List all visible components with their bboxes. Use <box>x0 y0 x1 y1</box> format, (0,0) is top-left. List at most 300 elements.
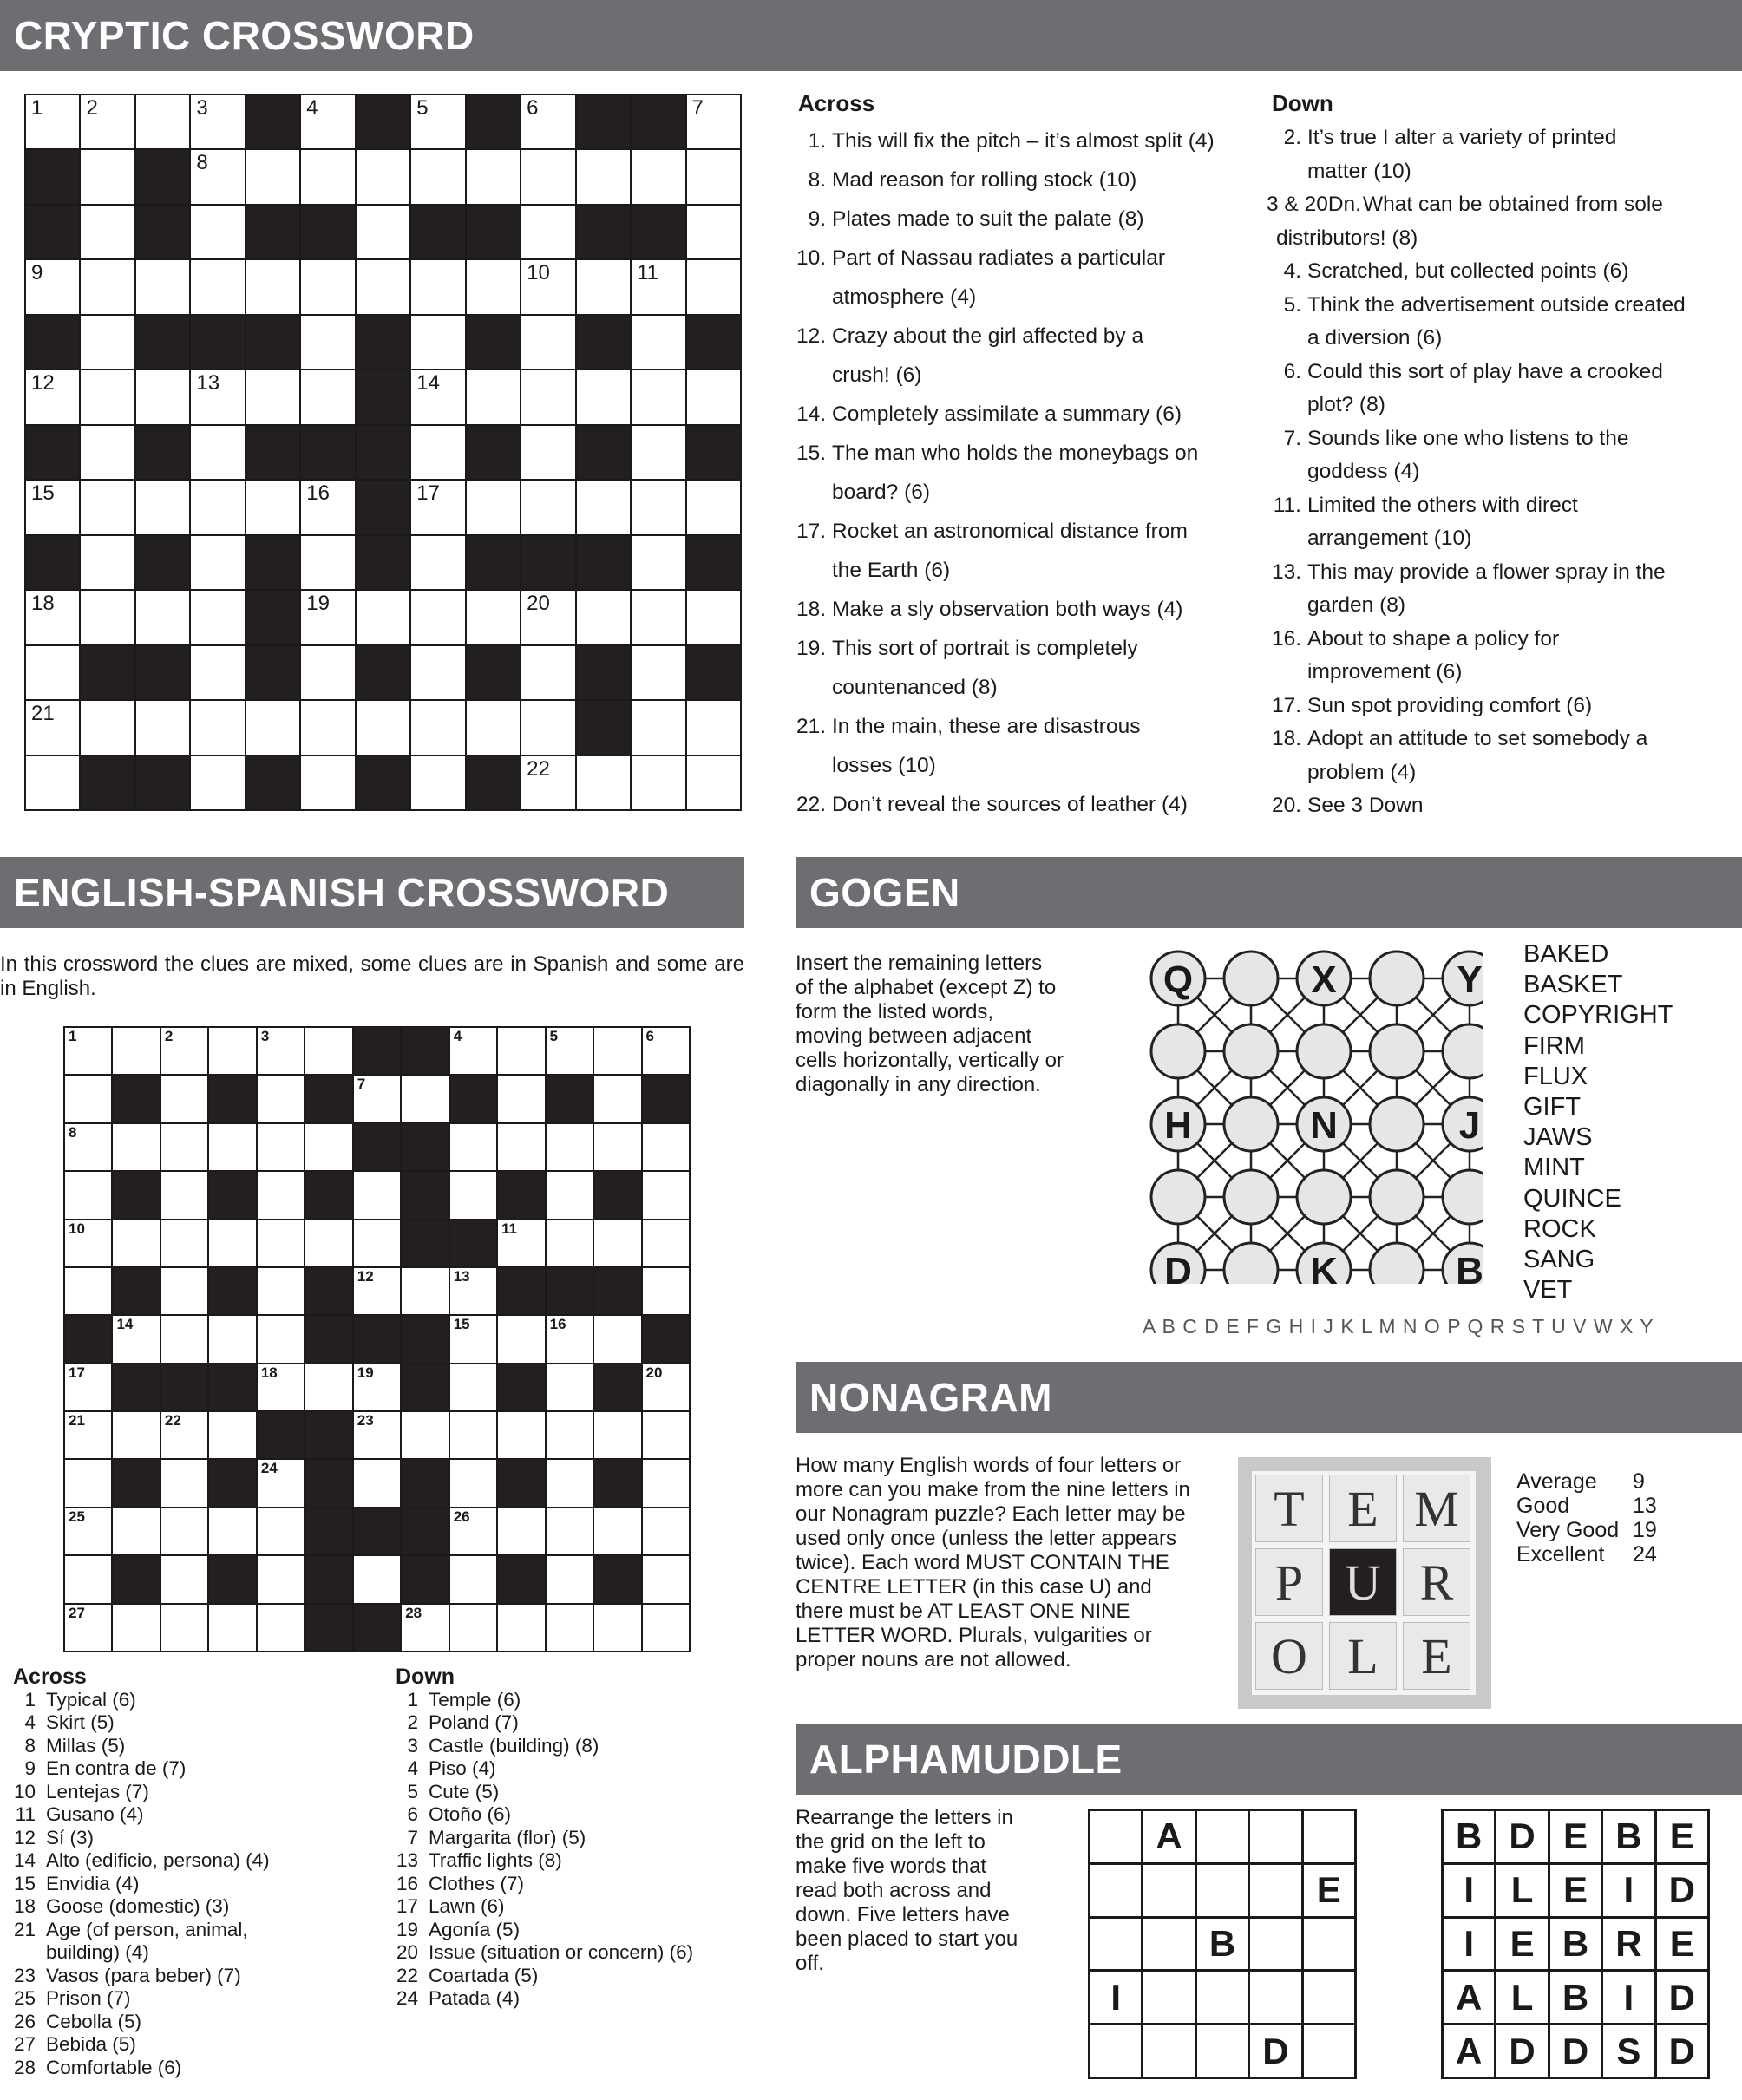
crossword-cell[interactable] <box>258 1076 304 1122</box>
crossword-cell[interactable] <box>209 1028 255 1074</box>
crossword-cell[interactable] <box>136 591 189 644</box>
crossword-cell[interactable] <box>81 591 134 644</box>
crossword-cell[interactable] <box>450 1556 496 1602</box>
crossword-cell[interactable] <box>26 370 79 423</box>
crossword-cell[interactable] <box>191 95 244 148</box>
crossword-cell[interactable] <box>632 316 684 369</box>
crossword-cell[interactable] <box>191 206 244 258</box>
crossword-cell[interactable] <box>81 370 134 423</box>
crossword-cell[interactable] <box>354 1412 400 1458</box>
crossword-cell[interactable] <box>687 701 740 754</box>
crossword-cell[interactable] <box>161 1124 207 1170</box>
crossword-cell[interactable] <box>301 536 354 589</box>
gogen-cell[interactable] <box>1370 1243 1424 1284</box>
crossword-cell[interactable] <box>498 1076 544 1122</box>
crossword-cell[interactable] <box>301 316 354 369</box>
crossword-cell[interactable] <box>191 701 244 754</box>
crossword-cell[interactable] <box>577 260 630 313</box>
crossword-cell[interactable] <box>547 1412 593 1458</box>
crossword-cell[interactable] <box>450 1316 496 1362</box>
crossword-cell[interactable] <box>65 1556 111 1602</box>
crossword-cell[interactable] <box>632 370 684 423</box>
crossword-cell[interactable] <box>65 1220 111 1266</box>
crossword-cell[interactable] <box>191 536 244 589</box>
clue-number: 8 <box>196 151 208 175</box>
crossword-cell[interactable] <box>687 756 740 809</box>
crossword-cell[interactable] <box>547 1316 593 1362</box>
alphamuddle-cell[interactable]: A <box>1143 1811 1194 1862</box>
gogen-cell[interactable] <box>1370 1170 1424 1224</box>
crossword-cell[interactable] <box>594 1076 640 1122</box>
crossword-cell[interactable] <box>498 1412 544 1458</box>
gogen-alphabet: A B C D E F G H I J K L M N O P Q R S T U V W X Y <box>1143 1315 1654 1338</box>
alphamuddle-cell[interactable] <box>1304 1919 1354 1970</box>
crossword-cell[interactable] <box>632 481 684 533</box>
crossword-cell[interactable] <box>161 1460 207 1506</box>
crossword-cell[interactable] <box>521 426 574 479</box>
crossword-cell[interactable] <box>467 701 520 754</box>
clue-item <box>13 1757 377 1781</box>
crossword-cell[interactable] <box>354 1556 400 1602</box>
crossword-cell[interactable] <box>301 481 354 533</box>
crossword-cell[interactable] <box>136 95 189 148</box>
crossword-cell[interactable] <box>357 701 409 754</box>
crossword-cell[interactable] <box>81 316 134 369</box>
crossword-cell[interactable] <box>65 1268 111 1314</box>
crossword-cell[interactable] <box>258 1364 304 1410</box>
crossword-cell[interactable] <box>113 1605 159 1651</box>
crossword-cell[interactable] <box>521 95 574 148</box>
crossword-cell[interactable] <box>687 260 740 313</box>
crossword-cell[interactable] <box>594 1220 640 1266</box>
crossword-cell[interactable] <box>411 316 464 369</box>
crossword-cell[interactable] <box>209 1316 255 1362</box>
crossword-cell[interactable] <box>354 1076 400 1122</box>
crossword-cell[interactable] <box>161 1605 207 1651</box>
crossword-cell[interactable] <box>136 370 189 423</box>
crossword-cell[interactable] <box>161 1412 207 1458</box>
crossword-cell[interactable] <box>687 591 740 644</box>
crossword-cell[interactable] <box>26 95 79 148</box>
crossword-cell[interactable] <box>547 1460 593 1506</box>
crossword-cell[interactable] <box>521 206 574 258</box>
gogen-cell[interactable] <box>1224 1170 1278 1224</box>
crossword-cell[interactable] <box>402 1268 448 1314</box>
crossword-cell[interactable] <box>411 701 464 754</box>
crossword-cell[interactable] <box>258 1460 304 1506</box>
crossword-cell[interactable] <box>687 206 740 258</box>
crossword-cell[interactable] <box>643 1172 689 1218</box>
crossword-cell[interactable] <box>65 1028 111 1074</box>
crossword-cell[interactable] <box>577 370 630 423</box>
crossword-cell[interactable] <box>258 1220 304 1266</box>
clue-number: 12 <box>13 1826 36 1848</box>
crossword-cell[interactable] <box>411 426 464 479</box>
crossword-cell[interactable] <box>357 206 409 258</box>
crossword-cell[interactable] <box>450 1124 496 1170</box>
score-label: Excellent <box>1516 1542 1605 1567</box>
crossword-cell[interactable] <box>411 95 464 148</box>
alphamuddle-cell[interactable] <box>1143 1919 1194 1970</box>
crossword-cell[interactable] <box>136 701 189 754</box>
crossword-cell[interactable] <box>450 1364 496 1410</box>
crossword-cell[interactable] <box>258 1316 304 1362</box>
crossword-cell[interactable] <box>209 1508 255 1554</box>
crossword-cell[interactable] <box>65 1124 111 1170</box>
crossword-cell[interactable] <box>301 646 354 699</box>
crossword-cell[interactable] <box>191 370 244 423</box>
crossword-cell[interactable] <box>301 756 354 809</box>
clue-text <box>46 1987 131 2011</box>
gogen-cell[interactable] <box>1443 1170 1483 1224</box>
alphamuddle-cell[interactable] <box>1090 1811 1141 1862</box>
crossword-cell[interactable] <box>191 426 244 479</box>
gogen-cell[interactable] <box>1443 1024 1483 1078</box>
crossword-cell[interactable] <box>65 1460 111 1506</box>
clue-item <box>791 434 1242 512</box>
crossword-cell[interactable] <box>498 1124 544 1170</box>
gogen-cell[interactable] <box>1297 1024 1351 1078</box>
black-square <box>354 1316 400 1362</box>
alphamuddle-cell[interactable]: D <box>1250 2025 1300 2077</box>
crossword-cell[interactable] <box>521 370 574 423</box>
crossword-cell[interactable] <box>161 1556 207 1602</box>
crossword-cell[interactable] <box>594 1316 640 1362</box>
alphamuddle-cell[interactable] <box>1197 1865 1248 1916</box>
crossword-cell[interactable] <box>632 150 684 203</box>
crossword-cell[interactable] <box>191 481 244 533</box>
gogen-cell[interactable] <box>1370 1024 1424 1078</box>
crossword-cell[interactable] <box>450 1412 496 1458</box>
crossword-cell[interactable] <box>357 150 409 203</box>
crossword-cell[interactable] <box>246 701 299 754</box>
crossword-cell[interactable] <box>547 1508 593 1554</box>
crossword-cell[interactable] <box>547 1605 593 1651</box>
crossword-cell[interactable] <box>191 646 244 699</box>
black-square <box>258 1412 304 1458</box>
black-square <box>402 1556 448 1602</box>
crossword-cell[interactable] <box>81 481 134 533</box>
clue-line: Vasos (para beber) (7) <box>46 1964 241 1986</box>
crossword-cell[interactable] <box>643 1268 689 1314</box>
crossword-cell[interactable] <box>26 701 79 754</box>
alphamuddle-cell[interactable] <box>1304 2025 1354 2077</box>
crossword-cell[interactable] <box>521 316 574 369</box>
alphamuddle-title: ALPHAMUDDLE <box>809 1737 1123 1782</box>
crossword-cell[interactable] <box>81 701 134 754</box>
crossword-cell[interactable] <box>547 1028 593 1074</box>
alphamuddle-cell[interactable]: B <box>1197 1919 1248 1970</box>
crossword-cell[interactable] <box>65 1172 111 1218</box>
crossword-cell[interactable] <box>547 1556 593 1602</box>
crossword-cell[interactable] <box>632 756 684 809</box>
alphamuddle-cell[interactable] <box>1090 1919 1141 1970</box>
crossword-cell[interactable] <box>357 260 409 313</box>
black-square <box>498 1556 544 1602</box>
crossword-cell[interactable] <box>357 591 409 644</box>
crossword-cell[interactable] <box>547 1364 593 1410</box>
crossword-cell[interactable] <box>65 1605 111 1651</box>
crossword-cell[interactable] <box>632 260 684 313</box>
alphamuddle-cell[interactable] <box>1250 1811 1300 1862</box>
clue-number: 25 <box>69 1508 85 1525</box>
alphamuddle-cell[interactable] <box>1143 1972 1194 2023</box>
crossword-cell[interactable] <box>161 1076 207 1122</box>
crossword-cell[interactable] <box>305 1220 351 1266</box>
crossword-cell[interactable] <box>577 756 630 809</box>
crossword-cell[interactable] <box>258 1605 304 1651</box>
clue-text <box>1307 422 1739 489</box>
alphamuddle-cell[interactable] <box>1304 1811 1354 1862</box>
crossword-cell[interactable] <box>136 481 189 533</box>
crossword-cell[interactable] <box>26 481 79 533</box>
crossword-cell[interactable] <box>354 1220 400 1266</box>
clue-text <box>1307 289 1739 356</box>
crossword-cell[interactable] <box>411 646 464 699</box>
alphamuddle-cell[interactable] <box>1250 1865 1300 1916</box>
crossword-cell[interactable] <box>687 150 740 203</box>
crossword-cell[interactable] <box>467 591 520 644</box>
crossword-cell[interactable] <box>521 150 574 203</box>
alphamuddle-cell[interactable] <box>1090 2025 1141 2077</box>
crossword-cell[interactable] <box>81 536 134 589</box>
crossword-cell[interactable] <box>594 1412 640 1458</box>
crossword-cell[interactable] <box>411 591 464 644</box>
crossword-cell[interactable] <box>450 1268 496 1314</box>
clue-text <box>429 1689 521 1712</box>
crossword-cell[interactable] <box>113 1316 159 1362</box>
crossword-cell[interactable] <box>498 1220 544 1266</box>
crossword-cell[interactable] <box>687 95 740 148</box>
crossword-cell[interactable] <box>643 1412 689 1458</box>
crossword-cell[interactable] <box>643 1460 689 1506</box>
crossword-cell[interactable] <box>258 1556 304 1602</box>
crossword-cell[interactable] <box>467 260 520 313</box>
crossword-cell[interactable] <box>136 260 189 313</box>
black-square <box>632 206 684 258</box>
crossword-cell[interactable] <box>113 1412 159 1458</box>
crossword-cell[interactable] <box>246 260 299 313</box>
crossword-cell[interactable] <box>577 150 630 203</box>
crossword-cell[interactable] <box>594 1508 640 1554</box>
crossword-cell[interactable] <box>632 536 684 589</box>
crossword-cell[interactable] <box>113 1124 159 1170</box>
crossword-cell[interactable] <box>402 1076 448 1122</box>
crossword-cell[interactable] <box>161 1220 207 1266</box>
crossword-cell[interactable] <box>305 1364 351 1410</box>
crossword-cell[interactable] <box>643 1605 689 1651</box>
clue-text <box>46 1757 186 1781</box>
crossword-cell[interactable] <box>26 591 79 644</box>
alphamuddle-cell[interactable]: I <box>1090 1972 1141 2023</box>
alphamuddle-letter: R <box>1603 1919 1654 1970</box>
alphamuddle-cell[interactable] <box>1304 1972 1354 2023</box>
crossword-cell[interactable] <box>411 370 464 423</box>
crossword-cell[interactable] <box>65 1364 111 1410</box>
crossword-cell[interactable] <box>632 426 684 479</box>
english-spanish-title: ENGLISH-SPANISH CROSSWORD <box>14 870 670 915</box>
crossword-cell[interactable] <box>450 1508 496 1554</box>
gogen-cell[interactable] <box>1370 1097 1424 1151</box>
alphamuddle-cell[interactable] <box>1250 1919 1300 1970</box>
alphamuddle-banner <box>796 1724 1742 1795</box>
crossword-cell[interactable] <box>498 1508 544 1554</box>
crossword-cell[interactable] <box>161 1268 207 1314</box>
crossword-cell[interactable] <box>547 1220 593 1266</box>
crossword-cell[interactable] <box>594 1605 640 1651</box>
crossword-cell[interactable] <box>258 1028 304 1074</box>
crossword-cell[interactable] <box>411 150 464 203</box>
crossword-cell[interactable] <box>354 1460 400 1506</box>
alphamuddle-cell[interactable]: E <box>1304 1865 1354 1916</box>
clue-number: 1 <box>31 96 43 120</box>
crossword-cell[interactable] <box>301 370 354 423</box>
crossword-cell[interactable] <box>643 1220 689 1266</box>
crossword-cell[interactable] <box>258 1508 304 1554</box>
gogen-cell[interactable] <box>1151 1024 1205 1078</box>
crossword-cell[interactable] <box>450 1172 496 1218</box>
crossword-cell[interactable] <box>81 95 134 148</box>
clue-number: 10 <box>13 1780 36 1802</box>
crossword-cell[interactable] <box>191 591 244 644</box>
crossword-cell[interactable] <box>305 1028 351 1074</box>
crossword-cell[interactable] <box>301 701 354 754</box>
crossword-cell[interactable] <box>498 1028 544 1074</box>
crossword-cell[interactable] <box>258 1268 304 1314</box>
crossword-cell[interactable] <box>354 1268 400 1314</box>
crossword-cell[interactable] <box>81 150 134 203</box>
alphamuddle-cell[interactable] <box>1197 1811 1248 1862</box>
crossword-cell[interactable] <box>411 481 464 533</box>
gogen-cell[interactable] <box>1224 1097 1278 1151</box>
crossword-cell[interactable] <box>402 1605 448 1651</box>
alphamuddle-cell[interactable] <box>1197 2025 1248 2077</box>
gogen-cell[interactable] <box>1224 1243 1278 1284</box>
crossword-cell[interactable] <box>643 1124 689 1170</box>
crossword-cell[interactable] <box>450 1460 496 1506</box>
crossword-cell[interactable] <box>632 646 684 699</box>
crossword-cell[interactable] <box>547 1172 593 1218</box>
crossword-cell[interactable] <box>643 1556 689 1602</box>
gogen-cell[interactable] <box>1224 952 1278 1005</box>
crossword-cell[interactable] <box>209 1605 255 1651</box>
gogen-cell[interactable] <box>1224 1024 1278 1078</box>
crossword-cell[interactable] <box>411 756 464 809</box>
clue-number: 9 <box>31 261 43 285</box>
crossword-cell[interactable] <box>161 1316 207 1362</box>
crossword-cell[interactable] <box>305 1124 351 1170</box>
crossword-cell[interactable] <box>65 1076 111 1122</box>
clue-item <box>1267 255 1739 289</box>
crossword-cell[interactable] <box>577 481 630 533</box>
crossword-cell[interactable] <box>26 646 79 699</box>
crossword-cell[interactable] <box>521 701 574 754</box>
alphamuddle-cell[interactable] <box>1250 1972 1300 2023</box>
crossword-cell[interactable] <box>521 756 574 809</box>
gogen-cell[interactable] <box>1370 952 1424 1005</box>
crossword-cell[interactable] <box>161 1508 207 1554</box>
crossword-cell[interactable] <box>161 1028 207 1074</box>
crossword-cell[interactable] <box>246 370 299 423</box>
crossword-cell[interactable] <box>209 1412 255 1458</box>
gogen-cell[interactable] <box>1151 1170 1205 1224</box>
crossword-cell[interactable] <box>209 1220 255 1266</box>
gogen-cell[interactable] <box>1297 1170 1351 1224</box>
crossword-cell[interactable] <box>191 150 244 203</box>
crossword-cell[interactable] <box>402 1412 448 1458</box>
crossword-cell[interactable] <box>354 1172 400 1218</box>
crossword-cell[interactable] <box>521 591 574 644</box>
crossword-cell[interactable] <box>209 1124 255 1170</box>
crossword-cell[interactable] <box>467 481 520 533</box>
crossword-cell[interactable] <box>687 370 740 423</box>
crossword-cell[interactable] <box>498 1605 544 1651</box>
alphamuddle-letter: D <box>1657 1972 1707 2023</box>
alphamuddle-cell[interactable] <box>1090 1865 1141 1916</box>
crossword-cell[interactable] <box>301 95 354 148</box>
crossword-cell[interactable] <box>26 260 79 313</box>
crossword-cell[interactable] <box>191 756 244 809</box>
crossword-cell[interactable] <box>246 150 299 203</box>
crossword-cell[interactable] <box>687 481 740 533</box>
crossword-cell[interactable] <box>643 1508 689 1554</box>
black-square <box>246 536 299 589</box>
crossword-cell[interactable] <box>65 1508 111 1554</box>
crossword-cell[interactable] <box>65 1412 111 1458</box>
crossword-cell[interactable] <box>450 1028 496 1074</box>
crossword-cell[interactable] <box>411 536 464 589</box>
crossword-cell[interactable] <box>113 1220 159 1266</box>
crossword-cell[interactable] <box>547 1124 593 1170</box>
crossword-cell[interactable] <box>450 1605 496 1651</box>
crossword-cell[interactable] <box>161 1172 207 1218</box>
alphamuddle-cell[interactable] <box>1143 2025 1194 2077</box>
crossword-cell[interactable] <box>81 426 134 479</box>
crossword-cell[interactable] <box>643 1028 689 1074</box>
crossword-cell[interactable] <box>594 1124 640 1170</box>
crossword-cell[interactable] <box>301 260 354 313</box>
crossword-cell[interactable] <box>258 1172 304 1218</box>
alphamuddle-cell[interactable] <box>1197 1972 1248 2023</box>
crossword-cell[interactable] <box>411 260 464 313</box>
crossword-cell[interactable] <box>498 1316 544 1362</box>
crossword-cell[interactable] <box>521 646 574 699</box>
crossword-cell[interactable] <box>577 591 630 644</box>
crossword-cell[interactable] <box>191 260 244 313</box>
crossword-cell[interactable] <box>594 1028 640 1074</box>
crossword-cell[interactable] <box>81 206 134 258</box>
crossword-cell[interactable] <box>632 591 684 644</box>
crossword-cell[interactable] <box>81 260 134 313</box>
crossword-cell[interactable] <box>467 150 520 203</box>
crossword-cell[interactable] <box>354 1364 400 1410</box>
crossword-cell[interactable] <box>258 1124 304 1170</box>
black-square <box>357 370 409 423</box>
crossword-cell[interactable] <box>246 481 299 533</box>
crossword-cell[interactable] <box>467 370 520 423</box>
alphamuddle-cell[interactable] <box>1143 1865 1194 1916</box>
crossword-cell[interactable] <box>113 1028 159 1074</box>
crossword-cell[interactable] <box>632 701 684 754</box>
clue-line: Make a sly observation both ways (4) <box>832 598 1183 621</box>
crossword-cell[interactable] <box>521 481 574 533</box>
crossword-cell[interactable] <box>643 1364 689 1410</box>
crossword-cell[interactable] <box>301 591 354 644</box>
crossword-cell[interactable] <box>521 260 574 313</box>
crossword-cell[interactable] <box>113 1508 159 1554</box>
crossword-cell[interactable] <box>301 150 354 203</box>
crossword-cell[interactable] <box>26 756 79 809</box>
